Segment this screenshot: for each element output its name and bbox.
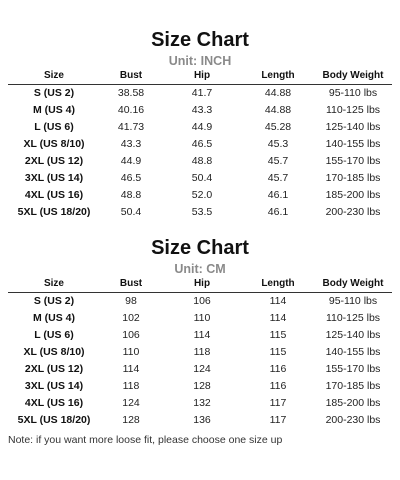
cell-length: 117 [269, 413, 287, 426]
cell-size: 4XL (US 16) [24, 188, 84, 201]
cell-hip: 106 [193, 294, 211, 307]
cell-body-weight: 140-155 lbs [325, 345, 381, 358]
table-row [8, 394, 392, 411]
cell-bust: 40.16 [117, 103, 145, 116]
table-row [8, 186, 392, 203]
cell-bust: 124 [122, 396, 140, 409]
header-size: Size [8, 68, 100, 84]
table-row [8, 101, 392, 118]
cell-length: 115 [269, 328, 287, 341]
table-row [8, 152, 392, 169]
table-row [8, 169, 392, 186]
cell-length: 116 [269, 362, 287, 375]
table-row [8, 292, 392, 309]
table-row [8, 135, 392, 152]
header-body-weight: Body Weight [314, 276, 392, 292]
table-header-row [8, 276, 392, 292]
cell-bust: 106 [122, 328, 140, 341]
cell-bust: 50.4 [120, 205, 142, 218]
cell-hip: 41.7 [191, 86, 213, 99]
cell-bust: 110 [122, 345, 140, 358]
cell-hip: 52.0 [191, 188, 213, 201]
cell-length: 114 [269, 294, 287, 307]
cell-body-weight: 95-110 lbs [328, 86, 378, 99]
cell-size: L (US 6) [34, 328, 74, 341]
cell-hip: 124 [193, 362, 211, 375]
chart-title-inch: Size Chart [151, 29, 249, 51]
table-row [8, 377, 392, 394]
table-row [8, 343, 392, 360]
cell-length: 116 [269, 379, 287, 392]
cell-size: M (US 4) [33, 103, 75, 116]
size-chart-inch [0, 28, 400, 220]
cell-bust: 102 [122, 311, 140, 324]
cell-bust: 114 [122, 362, 140, 375]
cell-length: 44.88 [264, 103, 292, 116]
cell-size: XL (US 8/10) [23, 345, 85, 358]
cell-bust: 46.5 [120, 171, 142, 184]
fit-note: Note: if you want more loose fit, please choose one size up [8, 434, 283, 446]
cell-size: S (US 2) [33, 294, 75, 307]
cell-size: 4XL (US 16) [24, 396, 84, 409]
cell-size: L (US 6) [34, 120, 74, 133]
cell-hip: 132 [193, 396, 211, 409]
cell-hip: 44.9 [191, 120, 213, 133]
cell-length: 114 [269, 311, 287, 324]
cell-length: 115 [269, 345, 287, 358]
header-bust: Bust [100, 276, 162, 292]
cell-hip: 43.3 [191, 103, 213, 116]
header-size: Size [8, 276, 100, 292]
cell-hip: 48.8 [191, 154, 213, 167]
header-bust: Bust [100, 68, 162, 84]
table-row [8, 326, 392, 343]
chart-title-cm: Size Chart [151, 237, 249, 259]
cell-bust: 43.3 [120, 137, 142, 150]
table-body-inch [8, 84, 392, 220]
cell-hip: 50.4 [191, 171, 213, 184]
cell-body-weight: 185-200 lbs [325, 396, 381, 409]
cell-body-weight: 170-185 lbs [325, 379, 381, 392]
cell-hip: 53.5 [191, 205, 213, 218]
header-body-weight: Body Weight [314, 68, 392, 84]
cell-bust: 41.73 [117, 120, 145, 133]
cell-body-weight: 110-125 lbs [325, 103, 381, 116]
cell-hip: 128 [193, 379, 211, 392]
cell-size: 2XL (US 12) [24, 362, 84, 375]
table-row [8, 411, 392, 428]
size-table-cm [8, 276, 392, 428]
cell-hip: 46.5 [191, 137, 213, 150]
cell-bust: 128 [122, 413, 140, 426]
table-header-row [8, 68, 392, 84]
cell-bust: 38.58 [117, 86, 145, 99]
table-row [8, 84, 392, 101]
cell-body-weight: 200-230 lbs [325, 205, 381, 218]
cell-bust: 44.9 [120, 154, 142, 167]
cell-hip: 118 [193, 345, 211, 358]
cell-body-weight: 170-185 lbs [325, 171, 381, 184]
table-row [8, 118, 392, 135]
cell-length: 46.1 [267, 205, 289, 218]
cell-size: 2XL (US 12) [24, 154, 84, 167]
size-chart-cm [0, 236, 400, 428]
cell-hip: 110 [193, 311, 211, 324]
cell-length: 44.88 [264, 86, 292, 99]
cell-body-weight: 125-140 lbs [325, 120, 381, 133]
size-table-inch [8, 68, 392, 220]
cell-body-weight: 95-110 lbs [328, 294, 378, 307]
cell-size: 3XL (US 14) [24, 379, 84, 392]
cell-hip: 136 [193, 413, 211, 426]
cell-size: 5XL (US 18/20) [17, 413, 91, 426]
cell-hip: 114 [193, 328, 211, 341]
cell-length: 45.28 [264, 120, 292, 133]
table-row [8, 360, 392, 377]
header-hip: Hip [162, 276, 242, 292]
cell-body-weight: 185-200 lbs [325, 188, 381, 201]
cell-body-weight: 110-125 lbs [325, 311, 381, 324]
cell-body-weight: 140-155 lbs [325, 137, 381, 150]
cell-bust: 118 [122, 379, 140, 392]
table-body-cm [8, 292, 392, 428]
cell-body-weight: 200-230 lbs [325, 413, 381, 426]
cell-length: 45.7 [267, 154, 289, 167]
cell-size: 5XL (US 18/20) [17, 205, 91, 218]
cell-bust: 48.8 [120, 188, 142, 201]
cell-length: 46.1 [267, 188, 289, 201]
unit-label-inch: Unit: INCH [168, 54, 232, 68]
cell-size: M (US 4) [33, 311, 75, 324]
header-length: Length [242, 276, 314, 292]
cell-bust: 98 [125, 294, 137, 307]
cell-body-weight: 155-170 lbs [325, 154, 381, 167]
unit-label-cm: Unit: CM [174, 262, 226, 276]
cell-length: 45.7 [267, 171, 289, 184]
header-length: Length [242, 68, 314, 84]
cell-size: XL (US 8/10) [23, 137, 85, 150]
cell-body-weight: 125-140 lbs [325, 328, 381, 341]
cell-size: 3XL (US 14) [24, 171, 84, 184]
cell-size: S (US 2) [33, 86, 75, 99]
header-hip: Hip [162, 68, 242, 84]
table-row [8, 309, 392, 326]
cell-length: 117 [269, 396, 287, 409]
table-row [8, 203, 392, 220]
cell-length: 45.3 [267, 137, 289, 150]
cell-body-weight: 155-170 lbs [325, 362, 381, 375]
